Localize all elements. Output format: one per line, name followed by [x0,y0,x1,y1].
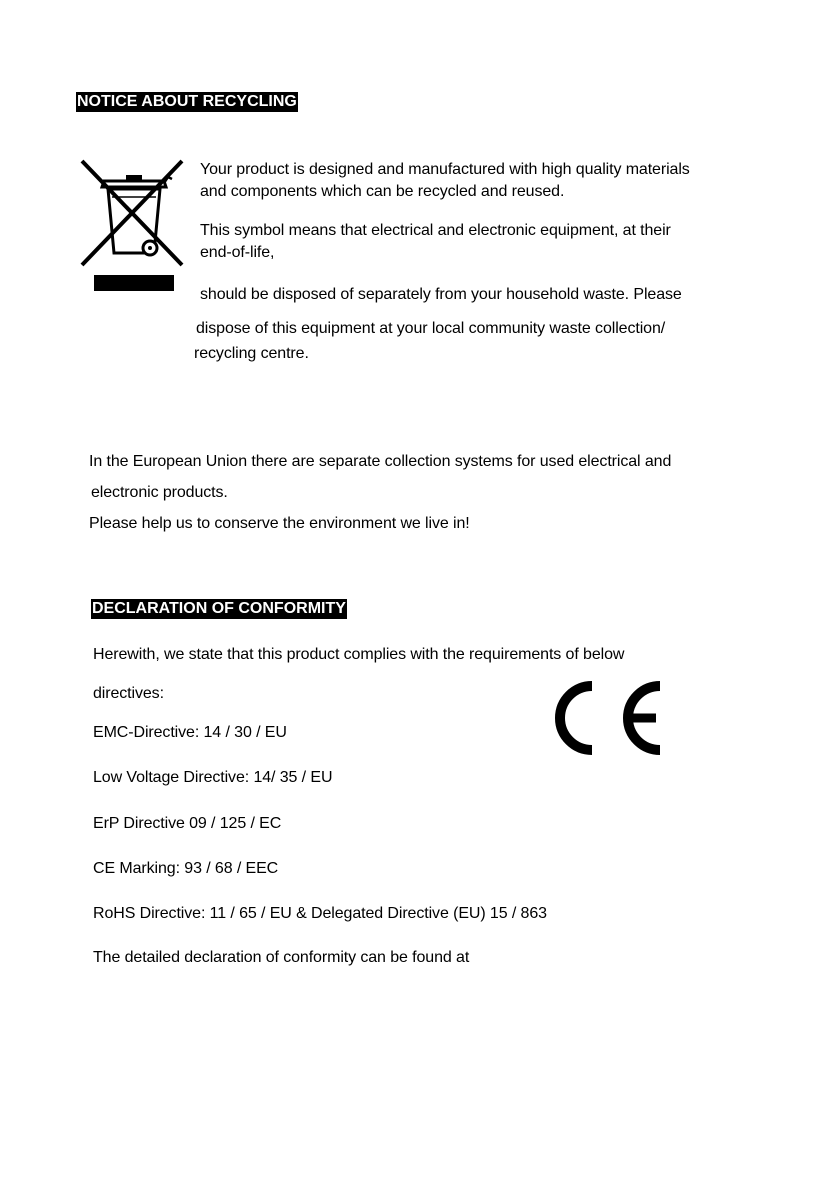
recycling-line-4: end-of-life, [200,244,275,261]
directive-low-voltage: Low Voltage Directive: 14/ 35 / EU [93,769,333,786]
directive-rohs: RoHS Directive: 11 / 65 / EU & Delegated Directive (EU) 15 / 863 [93,905,547,922]
eu-line-1: In the European Union there are separate collection systems for used electrical and [89,453,672,470]
recycling-line-2: and components which can be recycled and reused. [200,183,565,200]
crossed-out-wheelie-bin-icon [78,157,188,293]
conformity-intro-line-1: Herewith, we state that this product complies with the requirements of below [93,646,625,663]
recycling-heading: NOTICE ABOUT RECYCLING [77,93,297,110]
recycling-line-1: Your product is designed and manufactured with high quality materials [200,161,690,178]
directive-erp: ErP Directive 09 / 125 / EC [93,815,282,832]
eu-line-3: Please help us to conserve the environment we live in! [89,515,470,532]
directive-emc: EMC-Directive: 14 / 30 / EU [93,724,287,741]
conformity-intro-line-2: directives: [93,685,164,702]
recycling-line-5: should be disposed of separately from your household waste. Please [200,286,682,303]
conformity-heading: DECLARATION OF CONFORMITY [92,600,346,617]
ce-mark-icon [552,677,672,759]
eu-line-2: electronic products. [91,484,228,501]
conformity-closing: The detailed declaration of conformity can be found at [93,949,470,966]
directive-ce-marking: CE Marking: 93 / 68 / EEC [93,860,279,877]
recycling-line-6: dispose of this equipment at your local community waste collection/ [196,320,666,337]
recycling-line-7: recycling centre. [194,345,309,362]
recycling-line-3: This symbol means that electrical and electronic equipment, at their [200,222,671,239]
